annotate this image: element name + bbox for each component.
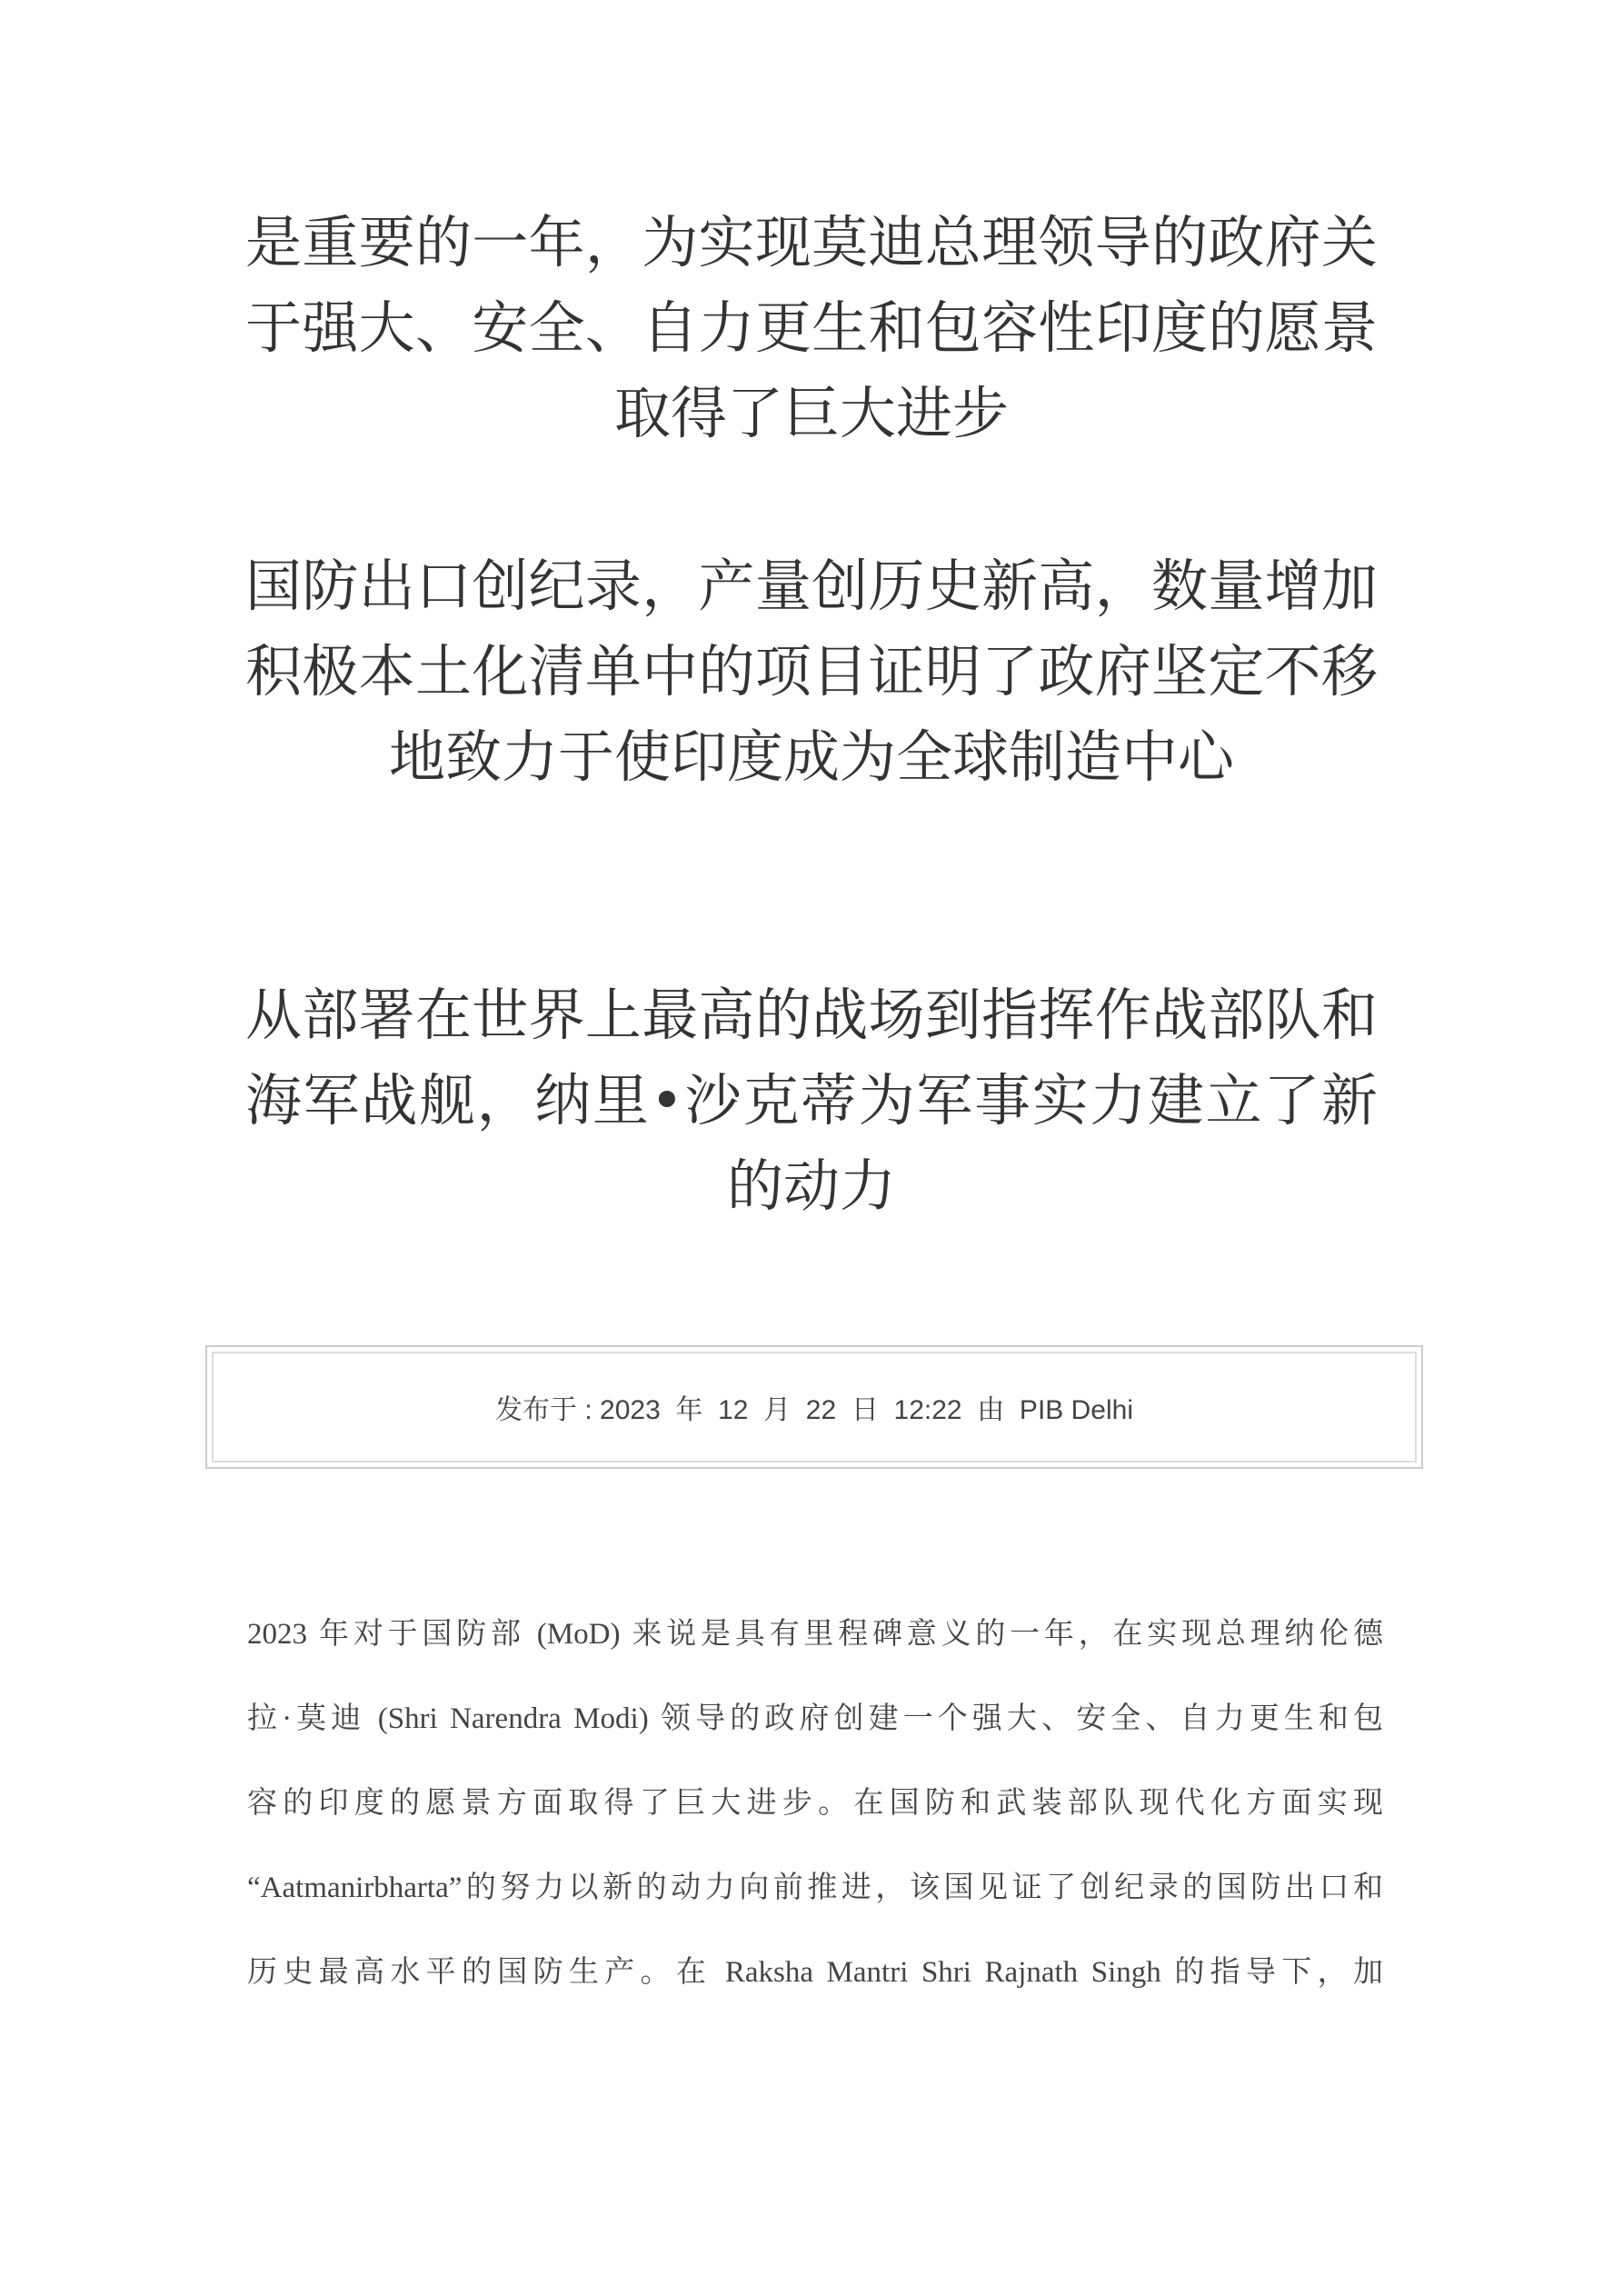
headline-2: 国防出口创纪录，产量创历史新高，数量增加积极本土化清单中的项目证明了政府坚定不移地致力于使印度成为全球制造中心 [245,553,1378,790]
body-line-5: 历史最高水平的国防生产。在 Raksha Mantri Shri Rajnath Singh 的指导下，加 [247,1956,1383,1989]
body-line-2: 拉·莫迪 (Shri Narendra Modi) 领导的政府创建一个强大、安全、自力更生和包 [247,1702,1383,1735]
body-line-1: 2023 年对于国防部 (MoD) 来说是具有里程碑意义的一年，在实现总理纳伦德 [247,1618,1383,1651]
release-info-text: 发布于 : 2023 年 12 月 22 日 12:22 由 PIB Delhi [495,1395,1133,1425]
headline-1: 是重要的一年，为实现莫迪总理领导的政府关于强大、安全、自力更生和包容性印度的愿景取得了巨大进步 [245,209,1378,446]
body-line-4: “Aatmanirbharta”的努力以新的动力向前推进，该国见证了创纪录的国防出口和 [247,1872,1383,1904]
release-info-box [205,1345,1423,1469]
article-body [247,1592,1383,2015]
body-line-3: 容的印度的愿景方面取得了巨大进步。在国防和武装部队现代化方面实现 [247,1787,1383,1820]
headline-3: 从部署在世界上最高的战场到指挥作战部队和海军战舰，纳里•沙克蒂为军事实力建立了新的动力 [245,982,1378,1219]
release-info-inner [212,1352,1417,1462]
